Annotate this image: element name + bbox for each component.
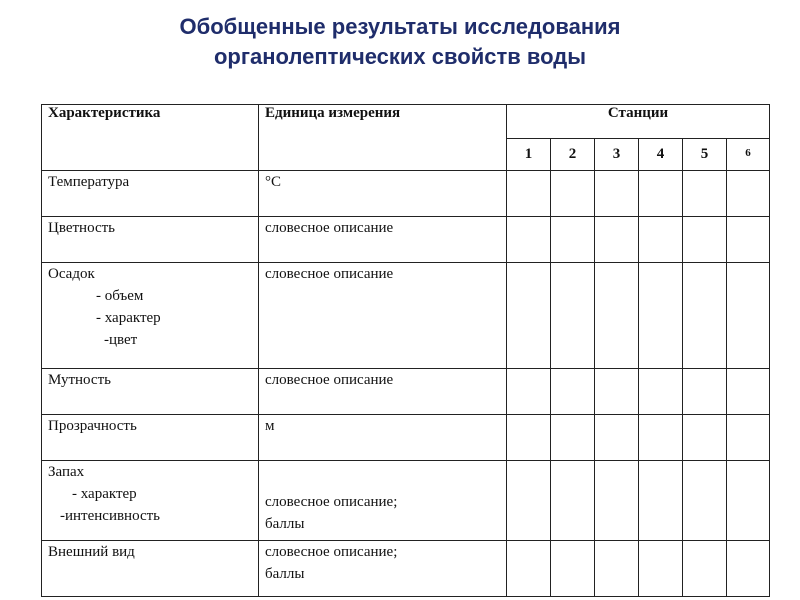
station-cell[interactable] (595, 171, 639, 217)
row-unit: °С (259, 171, 507, 217)
row-characteristic: Осадок - объем - характер -цвет (42, 263, 259, 369)
station-number-4: 4 (639, 139, 683, 171)
title-line-1: Обобщенные результаты исследования (179, 14, 621, 39)
station-cell[interactable] (551, 171, 595, 217)
station-cell[interactable] (639, 217, 683, 263)
station-cell[interactable] (683, 171, 727, 217)
station-cell[interactable] (683, 415, 727, 461)
station-cell[interactable] (727, 541, 770, 597)
header-stations: Станции (507, 105, 770, 139)
station-cell[interactable] (639, 369, 683, 415)
row-unit: словесное описание (259, 369, 507, 415)
station-cell[interactable] (727, 415, 770, 461)
header-unit: Единица измерения (259, 105, 507, 171)
table-row (42, 415, 770, 461)
station-cell[interactable] (507, 369, 551, 415)
station-cell[interactable] (639, 415, 683, 461)
station-number-1: 1 (507, 139, 551, 171)
row-characteristic: Температура (42, 171, 259, 217)
station-cell[interactable] (551, 263, 595, 369)
row-unit: словесное описание (259, 217, 507, 263)
table-row (42, 461, 770, 541)
station-cell[interactable] (639, 171, 683, 217)
station-cell[interactable] (727, 217, 770, 263)
station-cell[interactable] (507, 461, 551, 541)
station-number-3: 3 (595, 139, 639, 171)
page-title (0, 12, 800, 72)
station-number-2: 2 (551, 139, 595, 171)
station-cell[interactable] (683, 461, 727, 541)
station-cell[interactable] (595, 541, 639, 597)
station-cell[interactable] (595, 461, 639, 541)
station-cell[interactable] (551, 369, 595, 415)
table-row (42, 217, 770, 263)
station-cell[interactable] (507, 541, 551, 597)
station-cell[interactable] (507, 217, 551, 263)
station-cell[interactable] (683, 263, 727, 369)
row-unit: м (259, 415, 507, 461)
table-row (42, 171, 770, 217)
station-cell[interactable] (683, 217, 727, 263)
station-cell[interactable] (551, 217, 595, 263)
station-cell[interactable] (639, 461, 683, 541)
station-cell[interactable] (595, 263, 639, 369)
station-cell[interactable] (639, 263, 683, 369)
station-cell[interactable] (727, 369, 770, 415)
station-cell[interactable] (595, 217, 639, 263)
station-cell[interactable] (683, 369, 727, 415)
station-cell[interactable] (595, 415, 639, 461)
station-cell[interactable] (683, 541, 727, 597)
station-cell[interactable] (551, 461, 595, 541)
station-number-6: 6 (727, 139, 770, 171)
station-cell[interactable] (551, 415, 595, 461)
station-cell[interactable] (727, 171, 770, 217)
row-unit: словесное описание; баллы (259, 461, 507, 541)
station-cell[interactable] (507, 171, 551, 217)
header-characteristic: Характеристика (42, 105, 259, 171)
row-characteristic: Запах - характер -интенсивность (42, 461, 259, 541)
table-row (42, 263, 770, 369)
station-cell[interactable] (507, 263, 551, 369)
station-cell[interactable] (595, 369, 639, 415)
title-line-2: органолептических свойств воды (213, 44, 586, 69)
row-characteristic: Цветность (42, 217, 259, 263)
table-row (42, 369, 770, 415)
row-characteristic: Мутность (42, 369, 259, 415)
station-cell[interactable] (727, 263, 770, 369)
table-row (42, 541, 770, 597)
station-cell[interactable] (551, 541, 595, 597)
station-cell[interactable] (639, 541, 683, 597)
station-cell[interactable] (727, 461, 770, 541)
row-characteristic: Прозрачность (42, 415, 259, 461)
row-characteristic: Внешний вид (42, 541, 259, 597)
row-unit: словесное описание; баллы (259, 541, 507, 597)
row-unit: словесное описание (259, 263, 507, 369)
results-table (41, 104, 770, 597)
station-number-5: 5 (683, 139, 727, 171)
station-cell[interactable] (507, 415, 551, 461)
